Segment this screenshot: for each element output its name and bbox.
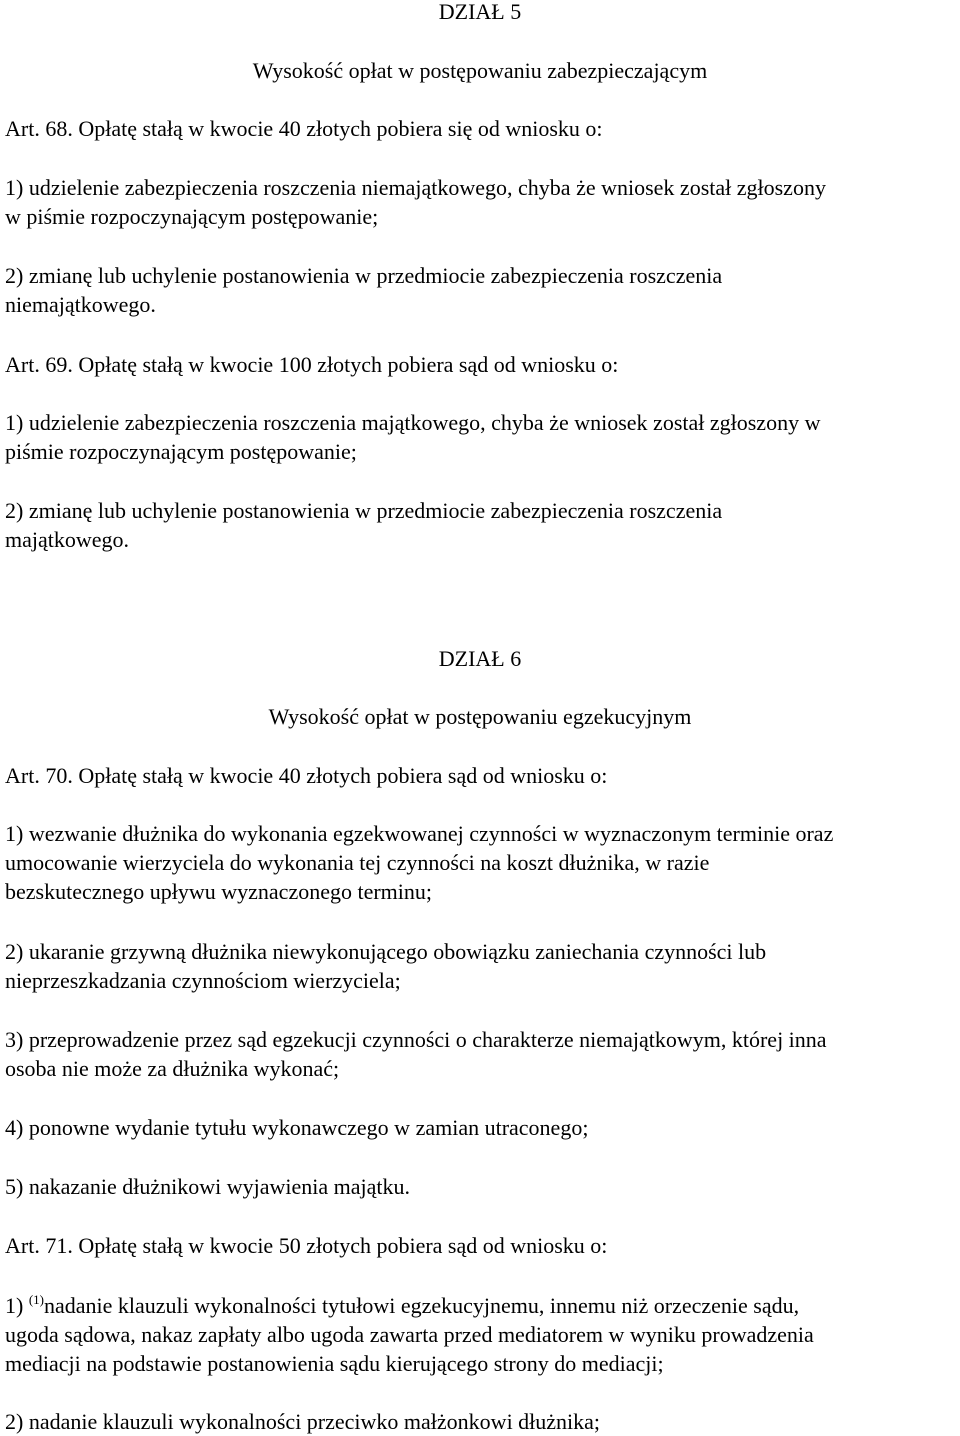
art70-item3 (5, 1025, 960, 1083)
art71-item2: 2) nadanie klauzuli wykonalności przeciwko małżonkowi dłużnika; (5, 1409, 601, 1434)
art70-item5: 5) nakazanie dłużnikowi wyjawienia majątku. (5, 1174, 411, 1199)
art71-item1-line1 (5, 1291, 960, 1320)
art71-item1 (5, 1291, 960, 1378)
art68-intro: Art. 68. Opłatę stałą w kwocie 40 złotych pobiera się od wniosku o: (5, 116, 603, 141)
art70-item3-line1: 3) przeprowadzenie przez sąd egzekucji czynności o charakterze niemajątkowym, której inna (5, 1027, 827, 1052)
art70-item2-line1: 2) ukaranie grzywną dłużnika niewykonującego obowiązku zaniechania czynności lub (5, 939, 767, 964)
art68-item2-line2: niemajątkowego. (5, 292, 156, 317)
art71-item1-number: 1) (5, 1293, 29, 1318)
art68-item1 (5, 173, 960, 231)
art68-item1-line1: 1) udzielenie zabezpieczenia roszczenia niemajątkowego, chyba że wniosek został zgłoszony (5, 175, 826, 200)
section6-title: Wysokość opłat w postępowaniu egzekucyjnym (268, 704, 692, 729)
art69-item2-line2: majątkowego. (5, 527, 130, 552)
art69-intro: Art. 69. Opłatę stałą w kwocie 100 złotych pobiera sąd od wniosku o: (5, 352, 619, 377)
art68-item1-line2: w piśmie rozpoczynającym postępowanie; (5, 204, 379, 229)
art69-item2 (5, 496, 960, 554)
art70-item1-line2: umocowanie wierzyciela do wykonania tej czynności na koszt dłużnika, w razie (5, 850, 710, 875)
art70-item4: 4) ponowne wydanie tytułu wykonawczego w zamian utraconego; (5, 1115, 589, 1140)
art71-item1-text: nadanie klauzuli wykonalności tytułowi egzekucyjnemu, innemu niż orzeczenie sądu, (44, 1293, 800, 1318)
art70-intro: Art. 70. Opłatę stałą w kwocie 40 złotych pobiera sąd od wniosku o: (5, 763, 608, 788)
art69-item1-line2: piśmie rozpoczynającym postępowanie; (5, 439, 357, 464)
art70-item2-line2: nieprzeszkadzania czynnościom wierzyciela; (5, 968, 401, 993)
section5-heading: DZIAŁ 5 (438, 0, 522, 24)
art70-item1-line1: 1) wezwanie dłużnika do wykonania egzekwowanej czynności w wyznaczonym terminie oraz (5, 821, 834, 846)
art69-item2-line1: 2) zmianę lub uchylenie postanowienia w przedmiocie zabezpieczenia roszczenia (5, 498, 723, 523)
art70-item1-line3: bezskutecznego upływu wyznaczonego terminu; (5, 879, 433, 904)
art69-item1 (5, 408, 960, 466)
art68-item2-line1: 2) zmianę lub uchylenie postanowienia w przedmiocie zabezpieczenia roszczenia (5, 263, 723, 288)
art69-item1-line1: 1) udzielenie zabezpieczenia roszczenia majątkowego, chyba że wniosek został zgłoszony w (5, 410, 821, 435)
art68-item2 (5, 261, 960, 319)
art71-item1-line3: mediacji na podstawie postanowienia sądu kierującego strony do mediacji; (5, 1351, 664, 1376)
art71-item1-line2: ugoda sądowa, nakaz zapłaty albo ugoda zawarta przed mediatorem w wyniku prowadzenia (5, 1322, 814, 1347)
section5-title: Wysokość opłat w postępowaniu zabezpieczającym (252, 58, 708, 83)
art70-item3-line2: osoba nie może za dłużnika wykonać; (5, 1056, 340, 1081)
section6-heading: DZIAŁ 6 (438, 646, 522, 671)
art70-item2 (5, 937, 960, 995)
art70-item1 (5, 819, 960, 906)
footnote-marker: (1) (28, 1292, 44, 1307)
art71-intro: Art. 71. Opłatę stałą w kwocie 50 złotych pobiera sąd od wniosku o: (5, 1233, 608, 1258)
